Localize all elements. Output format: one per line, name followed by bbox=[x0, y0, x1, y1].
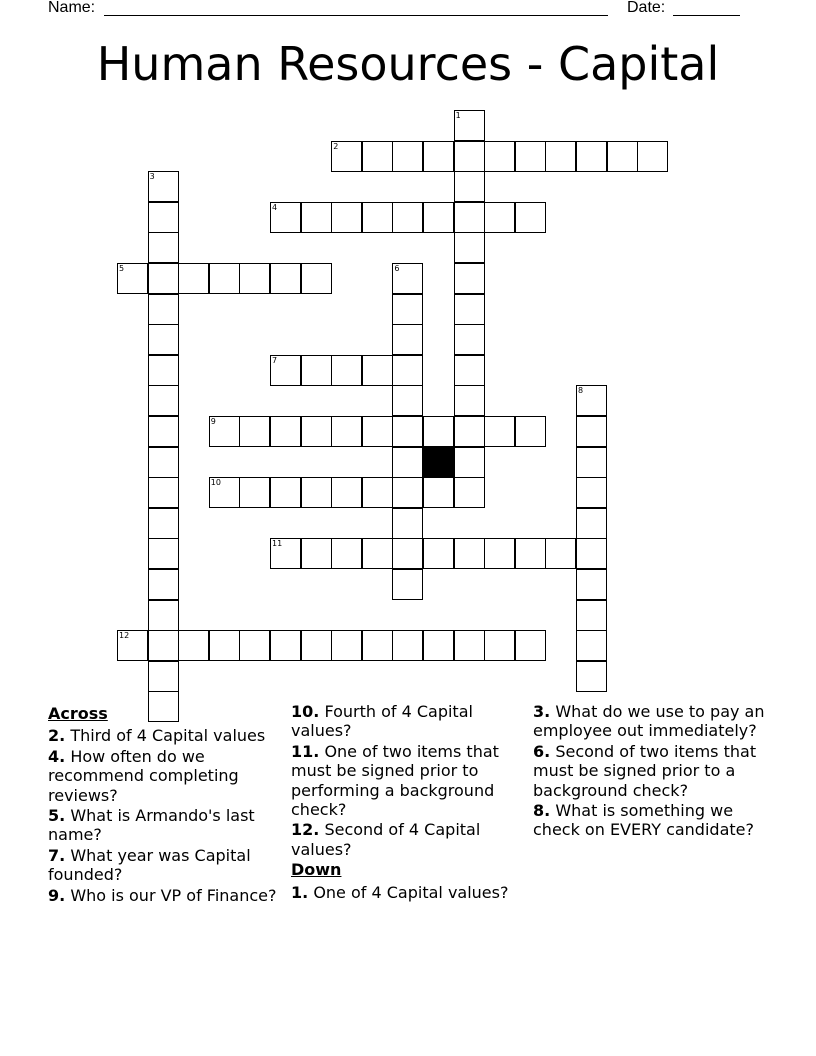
grid-cell[interactable] bbox=[270, 355, 301, 386]
grid-cell[interactable] bbox=[576, 600, 607, 631]
cell-number: 1 bbox=[455, 111, 461, 120]
grid-cell[interactable] bbox=[148, 508, 179, 539]
grid-cell[interactable] bbox=[301, 416, 332, 447]
grid-cell[interactable] bbox=[454, 630, 485, 661]
grid-cell[interactable] bbox=[484, 202, 515, 233]
grid-cell[interactable] bbox=[392, 477, 423, 508]
grid-cell[interactable] bbox=[454, 477, 485, 508]
black-square bbox=[423, 447, 454, 478]
grid-cell[interactable] bbox=[209, 416, 240, 447]
grid-cell[interactable] bbox=[178, 630, 209, 661]
grid-cell[interactable] bbox=[515, 202, 546, 233]
grid-cell[interactable] bbox=[576, 538, 607, 569]
grid-cell[interactable] bbox=[392, 416, 423, 447]
grid-cell[interactable] bbox=[392, 569, 423, 600]
grid-cell[interactable] bbox=[301, 630, 332, 661]
grid-cell[interactable] bbox=[576, 508, 607, 539]
clues-column-2 bbox=[291, 702, 523, 903]
clue-across-4: 4. How often do we recommend completing reviews? bbox=[48, 746, 239, 805]
grid-cell[interactable] bbox=[392, 447, 423, 478]
grid-cell[interactable] bbox=[392, 385, 423, 416]
grid-cell[interactable] bbox=[331, 202, 362, 233]
grid-cell[interactable] bbox=[270, 630, 301, 661]
cell-number: 3 bbox=[149, 172, 155, 182]
grid-cell[interactable] bbox=[270, 416, 301, 447]
grid-cell[interactable] bbox=[148, 569, 179, 600]
grid-cell[interactable] bbox=[209, 263, 240, 294]
cell-number: 10 bbox=[210, 478, 221, 488]
grid-cell[interactable] bbox=[576, 416, 607, 447]
grid-cell[interactable] bbox=[301, 202, 332, 233]
date-line[interactable] bbox=[673, 0, 740, 16]
grid-cell[interactable] bbox=[301, 355, 332, 386]
grid-cell[interactable] bbox=[515, 141, 546, 172]
grid-cell[interactable] bbox=[576, 141, 607, 172]
cell-number: 4 bbox=[272, 202, 278, 212]
clue-down-6: 6. Second of two items that must be signed prior to a background check? bbox=[533, 741, 757, 800]
grid-cell[interactable] bbox=[148, 477, 179, 508]
grid-cell[interactable] bbox=[454, 294, 485, 325]
grid-cell[interactable] bbox=[607, 141, 638, 172]
grid-cell[interactable] bbox=[454, 110, 485, 141]
name-label: Name: bbox=[48, 0, 96, 16]
grid-cell[interactable] bbox=[148, 263, 179, 294]
cell-number: 11 bbox=[272, 539, 283, 549]
grid-cell[interactable] bbox=[239, 477, 270, 508]
grid-cell[interactable] bbox=[454, 232, 485, 263]
grid-cell[interactable] bbox=[454, 324, 485, 355]
down-heading: Down bbox=[291, 860, 342, 880]
grid-cell[interactable] bbox=[423, 538, 454, 569]
date-label: Date: bbox=[627, 0, 666, 16]
grid-cell[interactable] bbox=[545, 538, 576, 569]
grid-cell[interactable] bbox=[331, 355, 362, 386]
grid-cell[interactable] bbox=[148, 661, 179, 692]
clue-across-10: 10. Fourth of 4 Capital values? bbox=[291, 702, 473, 741]
grid-cell[interactable] bbox=[270, 477, 301, 508]
grid-cell[interactable] bbox=[178, 263, 209, 294]
grid-cell[interactable] bbox=[515, 630, 546, 661]
clues-column-1 bbox=[48, 702, 280, 906]
grid-cell[interactable] bbox=[392, 355, 423, 386]
grid-cell[interactable] bbox=[148, 447, 179, 478]
grid-cell[interactable] bbox=[362, 202, 393, 233]
grid-cell[interactable] bbox=[148, 385, 179, 416]
grid-cell[interactable] bbox=[454, 171, 485, 202]
grid-cell[interactable] bbox=[301, 538, 332, 569]
grid-cell[interactable] bbox=[148, 294, 179, 325]
grid-cell[interactable] bbox=[454, 385, 485, 416]
clue-across-2: 2. Third of 4 Capital values bbox=[48, 726, 266, 746]
cell-number: 5 bbox=[119, 264, 125, 273]
grid-cell[interactable] bbox=[362, 538, 393, 569]
grid-cell[interactable] bbox=[392, 202, 423, 233]
grid-cell[interactable] bbox=[423, 477, 454, 508]
grid-cell[interactable] bbox=[454, 263, 485, 294]
clue-down-1: 1. One of 4 Capital values? bbox=[291, 882, 509, 902]
grid-cell[interactable] bbox=[392, 141, 423, 172]
grid-cell[interactable] bbox=[209, 477, 240, 508]
grid-cell[interactable] bbox=[484, 538, 515, 569]
clue-across-9: 9. Who is our VP of Finance? bbox=[48, 885, 277, 905]
grid-cell[interactable] bbox=[239, 263, 270, 294]
cell-number: 2 bbox=[333, 141, 339, 151]
grid-cell[interactable] bbox=[301, 263, 332, 294]
name-line[interactable] bbox=[104, 0, 608, 16]
grid-cell[interactable] bbox=[362, 355, 393, 386]
grid-cell[interactable] bbox=[270, 263, 301, 294]
grid-cell[interactable] bbox=[484, 141, 515, 172]
clues-column-3 bbox=[533, 702, 765, 841]
grid-cell[interactable] bbox=[484, 630, 515, 661]
grid-cell[interactable] bbox=[637, 141, 668, 172]
page-title: Human Resources - Capital bbox=[96, 37, 720, 91]
clue-across-7: 7. What year was Capital founded? bbox=[48, 845, 251, 885]
across-heading: Across bbox=[48, 704, 108, 723]
grid-cell[interactable] bbox=[454, 447, 485, 478]
grid-cell[interactable] bbox=[423, 416, 454, 447]
cell-number: 8 bbox=[578, 386, 584, 396]
grid-cell[interactable] bbox=[392, 630, 423, 661]
grid-cell[interactable] bbox=[117, 263, 148, 294]
grid-cell[interactable] bbox=[331, 416, 362, 447]
grid-cell[interactable] bbox=[484, 416, 515, 447]
grid-cell[interactable] bbox=[148, 630, 179, 661]
grid-cell[interactable] bbox=[148, 171, 179, 202]
grid-cell[interactable] bbox=[576, 630, 607, 661]
cell-number: 12 bbox=[119, 631, 130, 641]
grid-cell[interactable] bbox=[148, 538, 179, 569]
grid-cell[interactable] bbox=[423, 630, 454, 661]
grid-cell[interactable] bbox=[576, 477, 607, 508]
grid-cell[interactable] bbox=[454, 141, 485, 172]
grid-cell[interactable] bbox=[148, 355, 179, 386]
grid-cell[interactable] bbox=[148, 232, 179, 263]
grid-cell[interactable] bbox=[148, 324, 179, 355]
grid-cell[interactable] bbox=[362, 416, 393, 447]
grid-cell[interactable] bbox=[148, 416, 179, 447]
grid-cell[interactable] bbox=[545, 141, 576, 172]
grid-cell[interactable] bbox=[331, 477, 362, 508]
grid-cell[interactable] bbox=[392, 538, 423, 569]
grid-cell[interactable] bbox=[454, 538, 485, 569]
grid-cell[interactable] bbox=[576, 385, 607, 416]
grid-cell[interactable] bbox=[392, 294, 423, 325]
grid-cell[interactable] bbox=[209, 630, 240, 661]
grid-cell[interactable] bbox=[331, 630, 362, 661]
grid-cell[interactable] bbox=[331, 141, 362, 172]
grid-cell[interactable] bbox=[270, 202, 301, 233]
cell-number: 7 bbox=[272, 355, 278, 365]
grid-cell[interactable] bbox=[392, 508, 423, 539]
grid-cell[interactable] bbox=[454, 202, 485, 233]
clue-across-5: 5. What is Armando's last name? bbox=[48, 806, 255, 845]
clue-across-11: 11. One of two items that must be signed prior to performing a background check? bbox=[291, 741, 499, 820]
grid-cell[interactable] bbox=[301, 477, 332, 508]
grid-cell[interactable] bbox=[117, 630, 148, 661]
grid-cell[interactable] bbox=[148, 600, 179, 631]
grid-cell[interactable] bbox=[362, 141, 393, 172]
clue-across-12: 12. Second of 4 Capital values? bbox=[291, 820, 481, 859]
grid-cell[interactable] bbox=[331, 538, 362, 569]
grid-cell[interactable] bbox=[362, 630, 393, 661]
clue-down-3: 3. What do we use to pay an employee out immediately? bbox=[533, 702, 765, 741]
grid-cell[interactable] bbox=[576, 661, 607, 692]
grid-cell[interactable] bbox=[270, 538, 301, 569]
grid-cell[interactable] bbox=[239, 416, 270, 447]
grid-cell[interactable] bbox=[454, 416, 485, 447]
grid-cell[interactable] bbox=[515, 538, 546, 569]
clue-down-8: 8. What is something we check on EVERY candidate? bbox=[533, 801, 754, 840]
grid-cell[interactable] bbox=[576, 569, 607, 600]
cell-number: 6 bbox=[394, 264, 400, 273]
grid-cell[interactable] bbox=[362, 477, 393, 508]
grid-cell[interactable] bbox=[423, 202, 454, 233]
grid-cell[interactable] bbox=[576, 447, 607, 478]
cell-number: 9 bbox=[210, 417, 216, 426]
grid-cell[interactable] bbox=[515, 416, 546, 447]
grid-cell[interactable] bbox=[239, 630, 270, 661]
grid-cell[interactable] bbox=[148, 202, 179, 233]
grid-cell[interactable] bbox=[392, 263, 423, 294]
grid-cell[interactable] bbox=[392, 324, 423, 355]
grid-cell[interactable] bbox=[454, 355, 485, 386]
grid-cell[interactable] bbox=[423, 141, 454, 172]
